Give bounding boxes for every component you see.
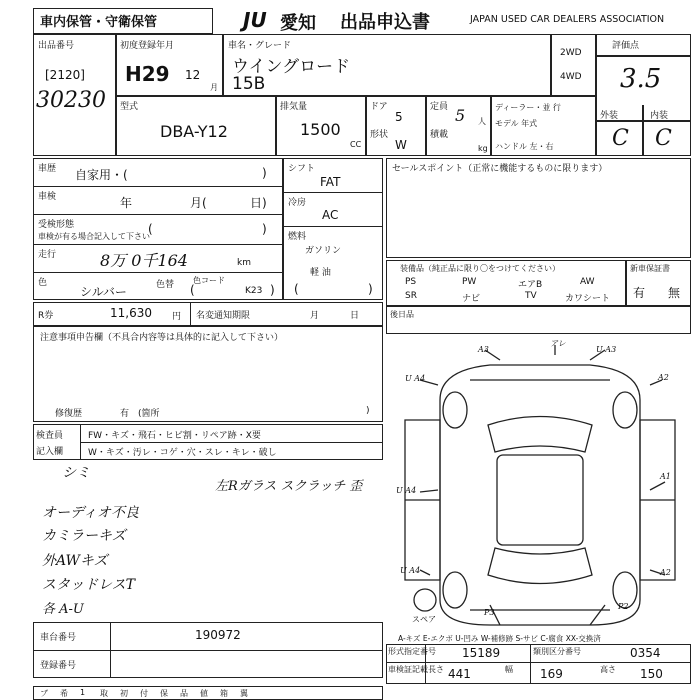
inspector-row1: FW・キズ・飛石・ヒビ割・リペア跡・X要 [88, 431, 261, 441]
bottom-cell-8: 品 [180, 689, 188, 698]
mark-a2-right: A2 [658, 373, 669, 382]
mark-ua4-bottom: U A4 [400, 566, 421, 575]
inspector-label2: 記入欄 [36, 447, 64, 457]
width-label: 幅 [505, 665, 513, 674]
bottom-cell-9: 値 [200, 689, 208, 698]
drive-2wd: 2WD [560, 48, 582, 58]
class-value: 0354 [630, 646, 661, 660]
mark-a2-bottom: A2 [660, 568, 671, 577]
dims-label: 車検証記載 [388, 665, 428, 674]
ac-value: AC [322, 208, 339, 222]
recycle-label: R券 [38, 311, 54, 321]
note-6: スタッドレスT [42, 577, 135, 593]
bottom-cell-4: 取 [100, 689, 108, 698]
inspection-label: 車検 [38, 192, 57, 202]
mileage-label: 走行 [38, 250, 57, 260]
mileage-unit: km [237, 258, 251, 268]
score-value: 3.5 [620, 64, 662, 94]
repair-label: 修復歴 [55, 409, 83, 419]
mark-p2: P2 [618, 602, 629, 611]
capacity-unit: 人 [478, 117, 486, 126]
first-reg-year: H29 [125, 62, 170, 86]
bottom-cell-2: 希 [60, 689, 68, 698]
inspection-year: 年 [120, 196, 133, 210]
color-value: シルバー [80, 285, 127, 299]
repair-place: (箇所 [138, 409, 160, 419]
score-label: 評価点 [612, 41, 640, 51]
note-3: オーディオ不良 [42, 505, 139, 521]
inspection-day: 日) [250, 196, 267, 210]
warranty-label: 新車保証書 [630, 264, 670, 273]
doors-value: 5 [395, 110, 403, 124]
load-label: 積載 [430, 130, 449, 140]
repair-have: 有 [120, 409, 130, 419]
shift-label: シフト [288, 164, 316, 174]
ju-logo: JU [243, 8, 267, 32]
warranty-have: 有 [633, 286, 646, 300]
mark-spare: スペア [412, 615, 436, 624]
warranty-none: 無 [668, 286, 681, 300]
car-grade: 15B [232, 74, 266, 94]
dealer-row3: ハンドル 左・右 [495, 142, 554, 151]
bottom-cell-11: 翼 [240, 689, 248, 698]
name-change-day: 日 [350, 311, 360, 321]
bottom-cell-6: 付 [140, 689, 148, 698]
car-name: ウイングロード [232, 57, 351, 77]
equipment-label: 装備品（純正品に限り〇をつけてください） [400, 264, 560, 273]
bottom-cell-1: ブ [40, 689, 48, 698]
modification-open: ( [148, 222, 153, 236]
mark-a3-top: A3 [478, 345, 489, 354]
note-4: カミラーキズ [42, 528, 126, 544]
registration-label: 登録番号 [40, 661, 77, 671]
model-label: 型式 [120, 102, 139, 112]
car-label: 車名・グレード [228, 41, 292, 51]
bottom-cell-7: 保 [160, 689, 168, 698]
fuel-open: ( [294, 282, 299, 296]
int-score: C [655, 126, 672, 151]
mark-a1: A1 [660, 472, 671, 481]
inspector-row2: W・キズ・汚レ・コゲ・穴・スレ・キレ・破し [88, 448, 277, 458]
auction-name: 愛知 [280, 13, 316, 34]
mark-p3: P3 [484, 608, 495, 617]
bottom-cell-10: 箱 [220, 689, 228, 698]
lot-sub: [2120] [45, 68, 85, 82]
width-value: 169 [540, 667, 563, 681]
damage-legend: A-キズ E-エクボ U-凹み W-補修跡 S-サビ C-腐食 XX-交換済 [398, 634, 601, 643]
equip-pw: PW [462, 277, 477, 287]
history-label: 車歴 [38, 164, 57, 174]
mileage-value: 8万 0千164 [100, 251, 188, 270]
note-1: シミ [62, 465, 90, 481]
length-label: 長さ [428, 665, 444, 674]
first-reg-label: 初度登録年月 [120, 41, 175, 51]
mark-ua4-top: U A4 [405, 374, 426, 383]
equip-airbag: エアB [518, 280, 543, 290]
ext-label: 外装 [600, 111, 619, 121]
english-title: JAPAN USED CAR DEALERS ASSOCIATION [470, 14, 665, 25]
mark-ua3: U A3 [596, 345, 617, 354]
shape-value: W [395, 138, 407, 152]
doors-label: ドア [370, 102, 388, 112]
color-label: 色 [38, 278, 48, 288]
month-unit: 月 [210, 83, 218, 92]
history-value: 自家用・( [75, 168, 128, 182]
type-value: 15189 [462, 646, 501, 660]
name-change-label: 名変通知期限 [196, 311, 251, 321]
displacement-label: 排気量 [280, 102, 308, 112]
color-code: K23 [245, 286, 263, 296]
color-close: ) [270, 283, 275, 297]
equip-ps: PS [405, 277, 417, 287]
name-change-month: 月 [310, 311, 320, 321]
equip-leather: カワシート [565, 294, 611, 304]
equip-navi: ナビ [462, 294, 481, 304]
inspection-month: 月( [190, 196, 207, 210]
equip-sr: SR [405, 291, 417, 301]
bottom-cell-3: 1 [80, 688, 86, 697]
bottom-cell-5: 初 [120, 689, 128, 698]
mark-ua4-left: U A4 [396, 486, 417, 495]
model-value: DBA-Y12 [160, 122, 228, 141]
capacity-value: 5 [455, 106, 466, 125]
shift-value: FAT [320, 175, 341, 189]
repair-close: ) [366, 406, 370, 416]
modification-note: 車検が有る場合記入して下さい [38, 232, 150, 241]
fuel-diesel: 軽 油 [310, 268, 331, 278]
equip-aw: AW [580, 277, 595, 287]
chassis-label: 車台番号 [40, 633, 77, 643]
cc-unit: CC [350, 140, 362, 149]
sales-point-label: セールスポイント（正常に機能するものに限ります） [392, 164, 608, 174]
ac-label: 冷房 [288, 198, 307, 208]
displacement-value: 1500 [300, 120, 341, 139]
recycle-unit: 円 [172, 312, 182, 322]
storage-tag: 車内保管・守衛保管 [33, 8, 213, 34]
load-unit: kg [478, 144, 488, 153]
height-label: 高さ [600, 665, 616, 674]
type-label: 形式指定番号 [388, 647, 436, 656]
note-2: 左Rガラス スクラッチ 歪 [215, 479, 363, 494]
height-value: 150 [640, 667, 663, 681]
fuel-gasoline: ガソリン [305, 246, 342, 256]
fuel-label: 燃料 [288, 232, 307, 242]
dealer-row2: モデル 年式 [495, 119, 538, 128]
rear-items-label: 後日品 [390, 310, 414, 319]
length-value: 441 [448, 667, 471, 681]
dealer-row1: ディーラー・並 行 [495, 103, 561, 112]
color-open: ( [190, 283, 195, 297]
recycle-value: 11,630 [110, 306, 152, 320]
fuel-close: ) [368, 282, 373, 296]
form-title: 出品申込書 [340, 12, 430, 33]
equip-tv: TV [525, 291, 537, 301]
notes-label: 注意事項申告欄（不具合内容等は具体的に記入して下さい） [40, 333, 284, 343]
shape-label: 形状 [370, 130, 389, 140]
modification-close: ) [262, 222, 267, 236]
lot-number: 30230 [36, 88, 106, 113]
color-code-label: 色コード [193, 276, 225, 285]
capacity-label: 定員 [430, 102, 449, 112]
chassis-value: 190972 [195, 628, 241, 642]
history-close: ) [262, 166, 267, 180]
note-7: 各 A-U [42, 602, 84, 617]
int-label: 内装 [650, 111, 669, 121]
class-label: 類別区分番号 [533, 647, 581, 656]
first-reg-month: 12 [185, 68, 201, 82]
color-change-label: 色替 [156, 280, 175, 290]
ext-score: C [612, 126, 629, 151]
inspector-label1: 検査員 [36, 431, 64, 441]
drive-4wd: 4WD [560, 72, 582, 82]
note-5: 外AWキズ [42, 553, 108, 569]
modification-label: 受検形態 [38, 220, 75, 230]
lot-label: 出品番号 [38, 41, 75, 51]
bottom-row [33, 686, 383, 700]
mark-are: アレ [550, 339, 566, 348]
